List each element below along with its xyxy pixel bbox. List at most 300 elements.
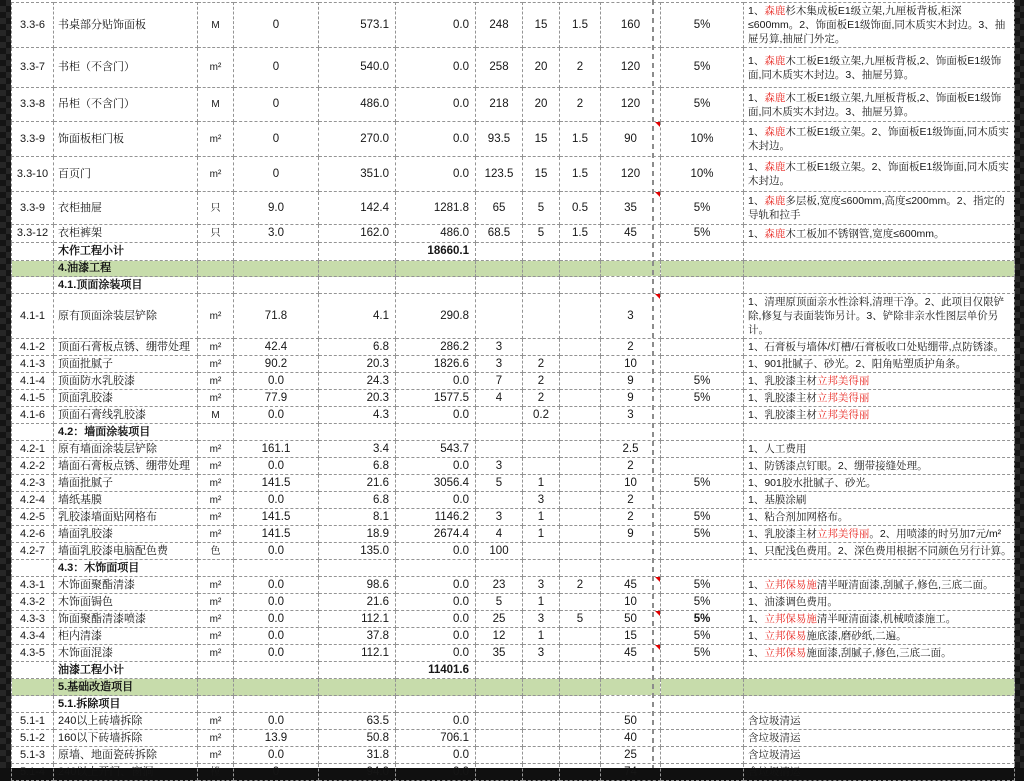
cell-amount[interactable]: 3056.4	[396, 475, 476, 492]
cell-num-3[interactable]: 1.5	[560, 225, 601, 243]
cell-amount[interactable]	[396, 277, 476, 294]
cell-unit[interactable]: m²	[198, 730, 234, 747]
cell-unit[interactable]: m²	[198, 294, 234, 339]
cell-id[interactable]: 4.3-3	[12, 611, 54, 628]
cell-quantity[interactable]: 0.0	[234, 645, 319, 662]
cell-unit-price[interactable]: 98.6	[319, 577, 396, 594]
cell-id[interactable]: 4.3-5	[12, 645, 54, 662]
cell-quantity[interactable]: 0	[234, 122, 319, 157]
cell-unit[interactable]: m²	[198, 747, 234, 764]
cell-item-name[interactable]: 乳胶漆墙面贴网格布	[54, 509, 198, 526]
cell-unit-price[interactable]	[319, 277, 396, 294]
cell-num-1[interactable]	[476, 407, 523, 424]
cell-id[interactable]	[12, 662, 54, 679]
cell-id[interactable]	[12, 424, 54, 441]
cell-item-name[interactable]: 木饰面混漆	[54, 645, 198, 662]
cell-item-name[interactable]: 顶面防水乳胶漆	[54, 373, 198, 390]
cell-num-4[interactable]: 45	[601, 645, 661, 662]
cell-remark[interactable]	[744, 475, 1015, 492]
cell-quantity[interactable]: 0.0	[234, 611, 319, 628]
cell-unit[interactable]: 樘	[198, 764, 234, 781]
cell-amount[interactable]: 286.2	[396, 339, 476, 356]
subsection-title[interactable]: 4.1.顶面涂装项目	[54, 277, 198, 294]
cell-unit-price[interactable]: 6.8	[319, 339, 396, 356]
cell-num-1[interactable]: 123.5	[476, 157, 523, 192]
cell-quantity[interactable]: 0.0	[234, 577, 319, 594]
cell-num-4[interactable]: 2	[601, 509, 661, 526]
cell-id[interactable]: 5.1-1	[12, 713, 54, 730]
cell-num-4[interactable]: 45	[601, 577, 661, 594]
cell-unit[interactable]: M	[198, 88, 234, 122]
cell-num-4[interactable]: 74	[601, 764, 661, 781]
cell-num-1[interactable]	[476, 560, 523, 577]
cell-num-3[interactable]	[560, 373, 601, 390]
cell-unit[interactable]: m²	[198, 48, 234, 88]
cell-num-4[interactable]: 45	[601, 225, 661, 243]
cell-amount[interactable]	[396, 560, 476, 577]
cell-num-1[interactable]: 5	[476, 475, 523, 492]
cell-num-1[interactable]: 65	[476, 192, 523, 225]
cell-num-3[interactable]	[560, 492, 601, 509]
cell-num-4[interactable]: 3	[601, 407, 661, 424]
cell-num-1[interactable]	[476, 243, 523, 261]
cell-amount[interactable]: 543.7	[396, 441, 476, 458]
cell-num-2[interactable]: 20	[523, 88, 560, 122]
cell-num-2[interactable]: 2	[523, 390, 560, 407]
cell-item-name[interactable]: 240以上砖墙拆除	[54, 713, 198, 730]
cell-unit-price[interactable]: 135.0	[319, 543, 396, 560]
cell-num-3[interactable]	[560, 645, 601, 662]
cell-item-name[interactable]: 柜内清漆	[54, 628, 198, 645]
cell-id[interactable]: 3.3-7	[12, 48, 54, 88]
cell-quantity[interactable]: 0.0	[234, 492, 319, 509]
cell-num-1[interactable]: 7	[476, 373, 523, 390]
cell-num-1[interactable]	[476, 662, 523, 679]
cell-num-2[interactable]	[523, 747, 560, 764]
cell-unit[interactable]: m²	[198, 458, 234, 475]
cell-num-1[interactable]	[476, 747, 523, 764]
cell-id[interactable]: 3.3-9	[12, 122, 54, 157]
cell-num-4[interactable]	[601, 424, 661, 441]
cell-remark[interactable]	[744, 157, 1015, 192]
cell-num-1[interactable]: 5	[476, 594, 523, 611]
cell-amount[interactable]: 0.0	[396, 594, 476, 611]
cell-unit[interactable]: m²	[198, 509, 234, 526]
cell-num-4[interactable]: 2	[601, 492, 661, 509]
cell-num-2[interactable]	[523, 696, 560, 713]
cell-unit-price[interactable]: 4.1	[319, 294, 396, 339]
cell-num-1[interactable]: 93.5	[476, 122, 523, 157]
cell-item-name[interactable]: 墙面石膏板点锈、绷带处理	[54, 458, 198, 475]
cell-id[interactable]: 4.1-1	[12, 294, 54, 339]
cell-id[interactable]	[12, 696, 54, 713]
cell-num-3[interactable]	[560, 424, 601, 441]
cell-unit[interactable]: m²	[198, 390, 234, 407]
cell-amount[interactable]: 0.0	[396, 747, 476, 764]
cell-remark[interactable]	[744, 356, 1015, 373]
cell-quantity[interactable]: 0.0	[234, 543, 319, 560]
cell-num-4[interactable]: 90	[601, 122, 661, 157]
cell-unit-price[interactable]: 351.0	[319, 157, 396, 192]
cell-num-2[interactable]: 5	[523, 192, 560, 225]
cell-num-4[interactable]	[601, 243, 661, 261]
cell-id[interactable]: 4.2-7	[12, 543, 54, 560]
cell-percent[interactable]: 5%	[661, 594, 744, 611]
cell-remark[interactable]	[744, 543, 1015, 560]
cell-percent[interactable]	[661, 277, 744, 294]
cell-num-3[interactable]: 2	[560, 577, 601, 594]
cell-num-4[interactable]: 10	[601, 594, 661, 611]
cell-unit-price[interactable]: 270.0	[319, 122, 396, 157]
cell-amount[interactable]: 290.8	[396, 294, 476, 339]
cell-num-2[interactable]: 1	[523, 526, 560, 543]
cell-num-2[interactable]: 0.2	[523, 407, 560, 424]
cell-num-3[interactable]	[560, 662, 601, 679]
cell-remark[interactable]	[744, 277, 1015, 294]
cell-unit-price[interactable]: 21.6	[319, 594, 396, 611]
cell-unit-price[interactable]	[319, 696, 396, 713]
cell-num-3[interactable]: 2	[560, 88, 601, 122]
cell-id[interactable]: 4.1-3	[12, 356, 54, 373]
cell-quantity[interactable]	[234, 261, 319, 277]
cell-quantity[interactable]: 0	[234, 764, 319, 781]
section-title[interactable]: 4.油漆工程	[54, 261, 198, 277]
cell-unit[interactable]: m²	[198, 492, 234, 509]
cell-amount[interactable]	[396, 696, 476, 713]
cell-unit[interactable]: m²	[198, 645, 234, 662]
cell-num-3[interactable]	[560, 730, 601, 747]
cell-amount[interactable]	[396, 424, 476, 441]
section-title[interactable]: 5.基础改造项目	[54, 679, 198, 696]
cell-num-1[interactable]	[476, 424, 523, 441]
cell-remark[interactable]	[744, 611, 1015, 628]
cell-percent[interactable]: 5%	[661, 577, 744, 594]
cell-percent[interactable]	[661, 713, 744, 730]
cell-num-3[interactable]	[560, 390, 601, 407]
cell-percent[interactable]: 5%	[661, 88, 744, 122]
cell-unit-price[interactable]: 4.3	[319, 407, 396, 424]
cell-unit-price[interactable]: 21.6	[319, 475, 396, 492]
cell-num-4[interactable]: 9	[601, 526, 661, 543]
cell-num-2[interactable]: 15	[523, 3, 560, 48]
cell-num-3[interactable]	[560, 696, 601, 713]
cell-num-1[interactable]: 4	[476, 390, 523, 407]
cell-unit-price[interactable]: 8.1	[319, 509, 396, 526]
cell-unit[interactable]	[198, 277, 234, 294]
cell-item-name[interactable]: 吊柜（不含门）	[54, 88, 198, 122]
cell-unit[interactable]: m²	[198, 157, 234, 192]
cell-num-1[interactable]: 100	[476, 543, 523, 560]
cell-amount[interactable]: 0.0	[396, 3, 476, 48]
cell-remark[interactable]	[744, 662, 1015, 679]
cell-num-2[interactable]: 1	[523, 509, 560, 526]
cell-remark[interactable]	[744, 696, 1015, 713]
cell-num-3[interactable]: 1.5	[560, 157, 601, 192]
cell-num-3[interactable]	[560, 339, 601, 356]
cell-percent[interactable]	[661, 424, 744, 441]
cell-num-3[interactable]	[560, 526, 601, 543]
cell-id[interactable]: 4.2-3	[12, 475, 54, 492]
cell-unit-price[interactable]: 112.1	[319, 611, 396, 628]
cell-remark[interactable]	[744, 261, 1015, 277]
cell-unit[interactable]: m²	[198, 441, 234, 458]
cell-num-4[interactable]: 9	[601, 390, 661, 407]
cell-num-2[interactable]: 1	[523, 475, 560, 492]
cell-quantity[interactable]: 0	[234, 88, 319, 122]
cell-remark[interactable]	[744, 645, 1015, 662]
cell-id[interactable]: 4.1-2	[12, 339, 54, 356]
cell-num-3[interactable]	[560, 747, 601, 764]
cell-id[interactable]	[12, 243, 54, 261]
cell-id[interactable]: 4.2-4	[12, 492, 54, 509]
cell-num-2[interactable]: 3	[523, 611, 560, 628]
cell-id[interactable]: 3.3-9	[12, 192, 54, 225]
cell-quantity[interactable]: 3.0	[234, 225, 319, 243]
cell-amount[interactable]: 0.0	[396, 764, 476, 781]
cell-num-1[interactable]: 12	[476, 628, 523, 645]
cell-unit-price[interactable]: 20.3	[319, 390, 396, 407]
cell-unit-price[interactable]	[319, 679, 396, 696]
cell-amount[interactable]: 0.0	[396, 373, 476, 390]
cell-num-3[interactable]: 5	[560, 611, 601, 628]
cell-num-2[interactable]	[523, 441, 560, 458]
cell-unit-price[interactable]	[319, 424, 396, 441]
cell-quantity[interactable]: 0	[234, 157, 319, 192]
cell-num-2[interactable]: 3	[523, 492, 560, 509]
cell-id[interactable]: 5.1-2	[12, 730, 54, 747]
cell-num-3[interactable]	[560, 277, 601, 294]
cell-num-4[interactable]: 35	[601, 192, 661, 225]
cell-remark[interactable]	[744, 747, 1015, 764]
cell-id[interactable]: 4.2-2	[12, 458, 54, 475]
cell-unit-price[interactable]: 162.0	[319, 225, 396, 243]
cell-unit-price[interactable]: 50.8	[319, 730, 396, 747]
cell-remark[interactable]	[744, 424, 1015, 441]
cell-num-2[interactable]: 3	[523, 577, 560, 594]
cell-remark[interactable]	[744, 339, 1015, 356]
cell-unit-price[interactable]: 18.9	[319, 526, 396, 543]
cell-remark[interactable]	[744, 294, 1015, 339]
cell-percent[interactable]	[661, 730, 744, 747]
cell-quantity[interactable]: 90.2	[234, 356, 319, 373]
cell-amount[interactable]	[396, 679, 476, 696]
cell-unit-price[interactable]: 24.3	[319, 373, 396, 390]
cell-item-name[interactable]: 衣柜抽屉	[54, 192, 198, 225]
cell-id[interactable]: 4.1-4	[12, 373, 54, 390]
cell-unit-price[interactable]: 31.8	[319, 747, 396, 764]
cell-unit-price[interactable]: 142.4	[319, 192, 396, 225]
cell-num-3[interactable]	[560, 458, 601, 475]
cell-unit[interactable]	[198, 696, 234, 713]
cell-remark[interactable]	[744, 3, 1015, 48]
cell-num-1[interactable]: 3	[476, 509, 523, 526]
cell-percent[interactable]: 5%	[661, 526, 744, 543]
cell-id[interactable]: 4.2-6	[12, 526, 54, 543]
cell-num-4[interactable]: 2	[601, 458, 661, 475]
cell-quantity[interactable]	[234, 277, 319, 294]
cell-unit[interactable]: m²	[198, 713, 234, 730]
cell-num-1[interactable]	[476, 679, 523, 696]
cell-unit[interactable]: 只	[198, 225, 234, 243]
cell-num-4[interactable]: 25	[601, 747, 661, 764]
cell-unit[interactable]	[198, 261, 234, 277]
cell-percent[interactable]	[661, 261, 744, 277]
cell-id[interactable]: 3.3-12	[12, 225, 54, 243]
cell-unit[interactable]	[198, 243, 234, 261]
cell-num-2[interactable]: 5	[523, 225, 560, 243]
subtotal-amount[interactable]: 11401.6	[396, 662, 476, 679]
cell-num-1[interactable]: 3	[476, 356, 523, 373]
cell-num-2[interactable]: 15	[523, 122, 560, 157]
cell-unit[interactable]: m²	[198, 475, 234, 492]
cell-num-4[interactable]: 120	[601, 157, 661, 192]
cell-item-name[interactable]: 顶面批腻子	[54, 356, 198, 373]
cell-item-name[interactable]: 饰面聚酯清漆喷漆	[54, 611, 198, 628]
cell-num-2[interactable]	[523, 261, 560, 277]
subsection-title[interactable]: 5.1.拆除项目	[54, 696, 198, 713]
cell-num-3[interactable]	[560, 294, 601, 339]
cell-remark[interactable]	[744, 48, 1015, 88]
cell-unit[interactable]: m²	[198, 526, 234, 543]
cell-num-1[interactable]: 258	[476, 48, 523, 88]
cell-quantity[interactable]: 0.0	[234, 407, 319, 424]
cell-item-name[interactable]: 衣柜裤架	[54, 225, 198, 243]
cell-quantity[interactable]	[234, 696, 319, 713]
cell-item-name[interactable]: 墙面批腻子	[54, 475, 198, 492]
cell-item-name[interactable]: 原墙、地面瓷砖拆除	[54, 747, 198, 764]
cell-num-4[interactable]: 10	[601, 475, 661, 492]
cell-num-1[interactable]: 248	[476, 3, 523, 48]
cell-num-2[interactable]	[523, 339, 560, 356]
cell-num-4[interactable]	[601, 679, 661, 696]
cell-quantity[interactable]: 0.0	[234, 713, 319, 730]
cell-amount[interactable]: 1281.8	[396, 192, 476, 225]
cell-percent[interactable]: 5%	[661, 628, 744, 645]
cell-amount[interactable]: 2674.4	[396, 526, 476, 543]
cell-item-name[interactable]: 书柜（不含门）	[54, 48, 198, 88]
cell-num-1[interactable]: 68.5	[476, 225, 523, 243]
cell-unit-price[interactable]: 6.8	[319, 492, 396, 509]
cell-unit[interactable]: m²	[198, 339, 234, 356]
cell-num-1[interactable]	[476, 713, 523, 730]
cell-num-2[interactable]: 2	[523, 373, 560, 390]
cell-num-2[interactable]	[523, 277, 560, 294]
cell-num-4[interactable]: 50	[601, 713, 661, 730]
cell-unit[interactable]: m²	[198, 611, 234, 628]
cell-num-1[interactable]: 35	[476, 645, 523, 662]
cell-amount[interactable]: 486.0	[396, 225, 476, 243]
cell-unit[interactable]: m²	[198, 628, 234, 645]
cell-id[interactable]: 4.3-1	[12, 577, 54, 594]
cell-unit-price[interactable]	[319, 243, 396, 261]
cell-quantity[interactable]: 0.0	[234, 373, 319, 390]
cell-num-1[interactable]	[476, 696, 523, 713]
cell-percent[interactable]	[661, 747, 744, 764]
cell-quantity[interactable]: 71.8	[234, 294, 319, 339]
cell-num-2[interactable]	[523, 458, 560, 475]
cell-percent[interactable]: 5%	[661, 192, 744, 225]
cell-item-name[interactable]: 原有顶面涂装层铲除	[54, 294, 198, 339]
cell-percent[interactable]: 5%	[661, 509, 744, 526]
cell-item-name[interactable]: 墙面乳胶漆	[54, 526, 198, 543]
cell-percent[interactable]	[661, 294, 744, 339]
subsection-title[interactable]: 4.2：墙面涂装项目	[54, 424, 198, 441]
subsection-title[interactable]: 4.3：木饰面项目	[54, 560, 198, 577]
cell-quantity[interactable]: 0.0	[234, 628, 319, 645]
cell-remark[interactable]	[744, 679, 1015, 696]
cell-remark[interactable]	[744, 373, 1015, 390]
cell-item-name[interactable]: 木饰面聚酯清漆	[54, 577, 198, 594]
cell-amount[interactable]: 0.0	[396, 628, 476, 645]
cell-num-3[interactable]	[560, 543, 601, 560]
cell-num-3[interactable]	[560, 509, 601, 526]
cell-unit-price[interactable]: 486.0	[319, 88, 396, 122]
cell-num-2[interactable]	[523, 294, 560, 339]
cell-num-2[interactable]	[523, 424, 560, 441]
cell-percent[interactable]: 5%	[661, 373, 744, 390]
cell-percent[interactable]: 5%	[661, 225, 744, 243]
cell-num-1[interactable]	[476, 277, 523, 294]
cell-remark[interactable]	[744, 764, 1015, 781]
cell-percent[interactable]	[661, 764, 744, 781]
cell-item-name[interactable]: 240以上开门、窗洞	[54, 764, 198, 781]
cell-quantity[interactable]: 0.0	[234, 458, 319, 475]
cell-id[interactable]: 3.3-10	[12, 157, 54, 192]
cell-id[interactable]	[12, 261, 54, 277]
cell-percent[interactable]	[661, 339, 744, 356]
cell-unit[interactable]	[198, 560, 234, 577]
cell-num-4[interactable]: 120	[601, 88, 661, 122]
cell-amount[interactable]: 0.0	[396, 407, 476, 424]
cell-amount[interactable]: 0.0	[396, 458, 476, 475]
cell-num-3[interactable]	[560, 764, 601, 781]
cell-unit[interactable]: m²	[198, 356, 234, 373]
cell-num-3[interactable]	[560, 243, 601, 261]
cell-num-1[interactable]: 23	[476, 577, 523, 594]
cell-quantity[interactable]: 161.1	[234, 441, 319, 458]
cell-unit-price[interactable]: 94.0	[319, 764, 396, 781]
cell-unit[interactable]: M	[198, 3, 234, 48]
cell-percent[interactable]	[661, 679, 744, 696]
cell-percent[interactable]	[661, 441, 744, 458]
cell-amount[interactable]: 1577.5	[396, 390, 476, 407]
cell-amount[interactable]: 0.0	[396, 122, 476, 157]
cell-amount[interactable]: 0.0	[396, 713, 476, 730]
cell-amount[interactable]: 0.0	[396, 611, 476, 628]
cell-num-3[interactable]	[560, 261, 601, 277]
cell-percent[interactable]	[661, 243, 744, 261]
cell-item-name[interactable]: 书桌部分贴饰面板	[54, 3, 198, 48]
cell-num-4[interactable]: 2	[601, 339, 661, 356]
cell-percent[interactable]: 5%	[661, 48, 744, 88]
cell-percent[interactable]: 5%	[661, 3, 744, 48]
cell-num-4[interactable]: 9	[601, 373, 661, 390]
cell-item-name[interactable]: 顶面石膏线乳胶漆	[54, 407, 198, 424]
cell-remark[interactable]	[744, 243, 1015, 261]
cell-item-name[interactable]: 百页门	[54, 157, 198, 192]
cell-id[interactable]: 5.1-3	[12, 747, 54, 764]
cell-amount[interactable]: 1146.2	[396, 509, 476, 526]
cell-num-4[interactable]: 15	[601, 628, 661, 645]
cell-percent[interactable]: 5%	[661, 611, 744, 628]
cell-num-1[interactable]: 218	[476, 88, 523, 122]
cell-percent[interactable]	[661, 543, 744, 560]
cell-amount[interactable]	[396, 261, 476, 277]
cell-quantity[interactable]: 141.5	[234, 475, 319, 492]
cell-num-1[interactable]	[476, 764, 523, 781]
cell-num-2[interactable]	[523, 679, 560, 696]
cell-unit[interactable]	[198, 424, 234, 441]
